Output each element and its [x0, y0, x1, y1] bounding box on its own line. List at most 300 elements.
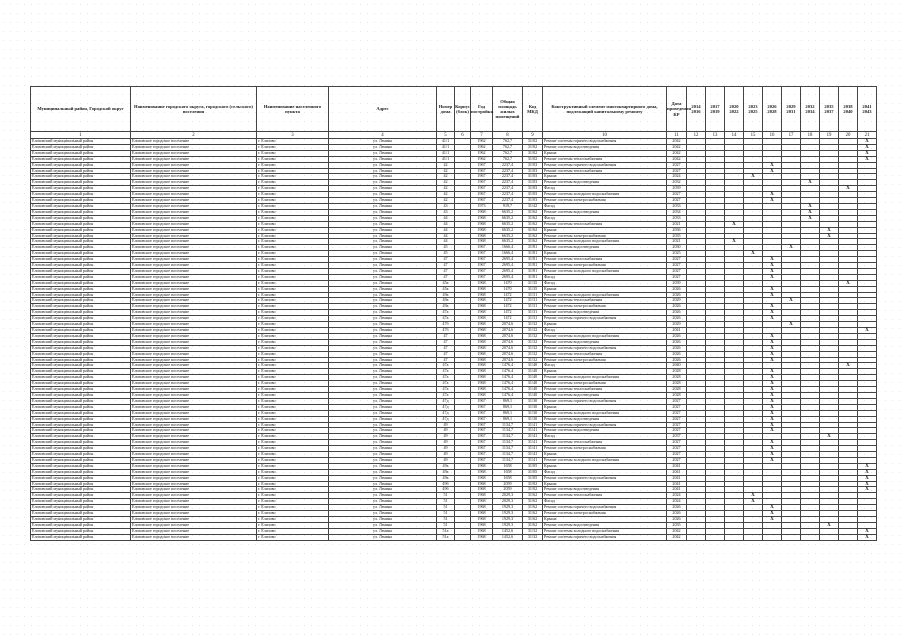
- district-cell: Елизовский муниципальный район: [31, 257, 131, 263]
- build-year-cell: 1968: [471, 375, 493, 381]
- build-year-cell: 1968: [471, 328, 493, 334]
- area-cell: 1452,6: [493, 534, 523, 540]
- repair-date-cell: 2025: [667, 251, 687, 257]
- build-year-cell: 1968: [471, 227, 493, 233]
- locality-cell: г. Елизово: [257, 209, 329, 215]
- district-cell: Елизовский муниципальный район: [31, 198, 131, 204]
- repair-date-cell: 2041: [667, 481, 687, 487]
- build-year-cell: 1962: [471, 144, 493, 150]
- locality-cell: г. Елизово: [257, 298, 329, 304]
- settlement-cell: Елизовское городское поселение: [131, 481, 257, 487]
- element-cell: Ремонт системы водоотведения: [543, 416, 667, 422]
- build-year-cell: 1968: [471, 209, 493, 215]
- address-cell: ул. Ленина: [329, 440, 437, 446]
- address-cell: ул. Ленина: [329, 298, 437, 304]
- house-number-cell: 45: [437, 245, 455, 251]
- mkd-code-cell: 31/41: [523, 428, 543, 434]
- mkd-code-cell: 31/41: [523, 434, 543, 440]
- house-number-cell: 51: [437, 499, 455, 505]
- element-cell: Ремонт системы холодного водоснабжения: [543, 410, 667, 416]
- element-cell: Ремонт системы холодного водоснабжения: [543, 268, 667, 274]
- table-row: [31, 534, 877, 540]
- period-mark-cell: [725, 534, 744, 540]
- element-cell: Ремонт системы теплоснабжения: [543, 156, 667, 162]
- period-mark-cell: X: [839, 280, 858, 286]
- period-mark-cell: X: [858, 469, 877, 475]
- repair-date-cell: 2041: [667, 487, 687, 493]
- area-cell: 2237,4: [493, 168, 523, 174]
- build-year-cell: 1967: [471, 251, 493, 257]
- repair-date-cell: 2039: [667, 186, 687, 192]
- house-number-cell: 42: [437, 186, 455, 192]
- element-cell: Крыша: [543, 251, 667, 257]
- element-cell: Ремонт системы водоотведения: [543, 144, 667, 150]
- period-mark-cell: X: [763, 345, 782, 351]
- address-cell: ул. Ленина: [329, 434, 437, 440]
- repair-date-cell: 2027: [667, 410, 687, 416]
- district-cell: Елизовский муниципальный район: [31, 499, 131, 505]
- area-cell: 2074,6: [493, 351, 523, 357]
- settlement-cell: Елизовское городское поселение: [131, 475, 257, 481]
- element-cell: Крыша: [543, 452, 667, 458]
- period-mark-cell: [782, 534, 801, 540]
- district-cell: Елизовский муниципальный район: [31, 209, 131, 215]
- period-mark-cell: [801, 534, 820, 540]
- period-mark-cell: X: [744, 174, 763, 180]
- build-year-cell: 1967: [471, 257, 493, 263]
- column-header: 2032 2034: [801, 87, 820, 132]
- period-mark-cell: X: [763, 333, 782, 339]
- area-cell: 1134,7: [493, 440, 523, 446]
- column-header: 2038 2040: [839, 87, 858, 132]
- mkd-code-cell: 31/05: [523, 463, 543, 469]
- locality-cell: г. Елизово: [257, 263, 329, 269]
- address-cell: ул. Ленина: [329, 416, 437, 422]
- house-number-cell: 49а: [437, 298, 455, 304]
- repair-date-cell: 2028: [667, 369, 687, 375]
- column-header: Код МКД: [523, 87, 543, 132]
- locality-cell: г. Елизово: [257, 351, 329, 357]
- build-year-cell: 1968: [471, 475, 493, 481]
- district-cell: Елизовский муниципальный район: [31, 139, 131, 145]
- column-number: 12: [687, 132, 706, 139]
- address-cell: ул. Ленина: [329, 522, 437, 528]
- area-cell: 1472: [493, 310, 523, 316]
- locality-cell: г. Елизово: [257, 239, 329, 245]
- area-cell: 762,7: [493, 156, 523, 162]
- settlement-cell: Елизовское городское поселение: [131, 209, 257, 215]
- build-year-cell: 1968: [471, 493, 493, 499]
- mkd-code-cell: 31/41: [523, 446, 543, 452]
- locality-cell: г. Елизово: [257, 150, 329, 156]
- house-number-cell: 47д: [437, 398, 455, 404]
- house-number-cell: 42: [437, 192, 455, 198]
- settlement-cell: Елизовское городское поселение: [131, 245, 257, 251]
- mkd-code-cell: 31/02: [523, 144, 543, 150]
- period-mark-cell: X: [763, 505, 782, 511]
- locality-cell: г. Елизово: [257, 375, 329, 381]
- repair-date-cell: 2030: [667, 245, 687, 251]
- address-cell: ул. Ленина: [329, 280, 437, 286]
- mkd-code-cell: 31/40: [523, 375, 543, 381]
- column-number: 1: [31, 132, 131, 139]
- address-cell: ул. Ленина: [329, 375, 437, 381]
- period-mark-cell: X: [763, 398, 782, 404]
- area-cell: 1134,7: [493, 446, 523, 452]
- element-cell: Ремонт системы горячего водоснабжения: [543, 316, 667, 322]
- mkd-code-cell: 31/62: [523, 493, 543, 499]
- locality-cell: г. Елизово: [257, 392, 329, 398]
- area-cell: 1134,7: [493, 422, 523, 428]
- address-cell: ул. Ленина: [329, 422, 437, 428]
- repair-date-cell: 2033: [667, 203, 687, 209]
- build-year-cell: 1967: [471, 198, 493, 204]
- element-cell: Фасад: [543, 499, 667, 505]
- period-mark-cell: X: [801, 203, 820, 209]
- element-cell: Ремонт системы водоотведения: [543, 209, 667, 215]
- locality-cell: г. Елизово: [257, 363, 329, 369]
- area-cell: 869,1: [493, 404, 523, 410]
- period-mark-cell: X: [839, 363, 858, 369]
- locality-cell: г. Елизово: [257, 440, 329, 446]
- column-number: 4: [329, 132, 437, 139]
- locality-cell: г. Елизово: [257, 398, 329, 404]
- repair-date-cell: 2041: [667, 328, 687, 334]
- address-cell: ул. Ленина: [329, 511, 437, 517]
- locality-cell: г. Елизово: [257, 428, 329, 434]
- element-cell: Ремонт системы водоотведения: [543, 522, 667, 528]
- settlement-cell: Елизовское городское поселение: [131, 198, 257, 204]
- house-number-cell: 47а: [437, 375, 455, 381]
- district-cell: Елизовский муниципальный район: [31, 351, 131, 357]
- district-cell: Елизовский муниципальный район: [31, 381, 131, 387]
- address-cell: ул. Ленина: [329, 257, 437, 263]
- area-cell: 1929,3: [493, 505, 523, 511]
- column-header: Номер дома: [437, 87, 455, 132]
- address-cell: ул. Ленина: [329, 404, 437, 410]
- element-cell: Ремонт системы электроснабжения: [543, 304, 667, 310]
- mkd-code-cell: 31/05: [523, 475, 543, 481]
- house-number-cell: 47а: [437, 381, 455, 387]
- area-cell: 2237,4: [493, 162, 523, 168]
- build-year-cell: 1968: [471, 505, 493, 511]
- house-number-cell: 51: [437, 511, 455, 517]
- repair-date-cell: 2026: [667, 351, 687, 357]
- period-mark-cell: X: [763, 422, 782, 428]
- mkd-code-cell: 31/62: [523, 209, 543, 215]
- locality-cell: г. Елизово: [257, 493, 329, 499]
- repair-date-cell: 2039: [667, 280, 687, 286]
- period-mark-cell: X: [820, 434, 839, 440]
- locality-cell: г. Елизово: [257, 316, 329, 322]
- period-mark-cell: X: [858, 150, 877, 156]
- locality-cell: г. Елизово: [257, 434, 329, 440]
- repair-date-cell: 2026: [667, 292, 687, 298]
- house-number-cell: 47д: [437, 410, 455, 416]
- repair-date-cell: 2027: [667, 404, 687, 410]
- area-cell: 1929,3: [493, 522, 523, 528]
- settlement-cell: Елизовское городское поселение: [131, 422, 257, 428]
- district-cell: Елизовский муниципальный район: [31, 221, 131, 227]
- build-year-cell: 1968: [471, 280, 493, 286]
- house-number-cell: 49: [437, 452, 455, 458]
- mkd-code-cell: 31/40: [523, 392, 543, 398]
- district-cell: Елизовский муниципальный район: [31, 251, 131, 257]
- repair-date-cell: 2028: [667, 387, 687, 393]
- house-number-cell: 49: [437, 422, 455, 428]
- period-mark-cell: [706, 534, 725, 540]
- area-cell: 6635,2: [493, 233, 523, 239]
- locality-cell: г. Елизово: [257, 404, 329, 410]
- repair-date-cell: 2026: [667, 339, 687, 345]
- address-cell: ул. Ленина: [329, 233, 437, 239]
- area-cell: 1472: [493, 292, 523, 298]
- mkd-code-cell: 31/32: [523, 333, 543, 339]
- settlement-cell: Елизовское городское поселение: [131, 387, 257, 393]
- repair-date-cell: 2042: [667, 144, 687, 150]
- address-cell: ул. Ленина: [329, 168, 437, 174]
- house-number-cell: 47а: [437, 316, 455, 322]
- mkd-code-cell: 31/03: [523, 162, 543, 168]
- element-cell: Фасад: [543, 469, 667, 475]
- period-mark-cell: X: [763, 268, 782, 274]
- repair-date-cell: 2041: [667, 475, 687, 481]
- house-number-cell: 49б: [437, 481, 455, 487]
- address-cell: ул. Ленина: [329, 316, 437, 322]
- locality-cell: г. Елизово: [257, 233, 329, 239]
- element-cell: Ремонт системы теплоснабжения: [543, 387, 667, 393]
- period-mark-cell: X: [801, 180, 820, 186]
- settlement-cell: Елизовское городское поселение: [131, 174, 257, 180]
- period-mark-cell: X: [763, 162, 782, 168]
- block-cell: [455, 534, 471, 540]
- area-cell: 1666,4: [493, 245, 523, 251]
- address-cell: ул. Ленина: [329, 192, 437, 198]
- mkd-code-cell: 31/40: [523, 387, 543, 393]
- house-number-cell: 42: [437, 168, 455, 174]
- build-year-cell: 1968: [471, 469, 493, 475]
- mkd-code-cell: 31/42: [523, 203, 543, 209]
- address-cell: ул. Ленина: [329, 410, 437, 416]
- locality-cell: г. Елизово: [257, 369, 329, 375]
- settlement-cell: Елизовское городское поселение: [131, 156, 257, 162]
- repair-date-cell: 2027: [667, 452, 687, 458]
- area-cell: 1134,7: [493, 457, 523, 463]
- element-cell: Крыша: [543, 174, 667, 180]
- settlement-cell: Елизовское городское поселение: [131, 310, 257, 316]
- house-number-cell: 44: [437, 227, 455, 233]
- locality-cell: г. Елизово: [257, 257, 329, 263]
- repair-date-cell: 2027: [667, 162, 687, 168]
- settlement-cell: Елизовское городское поселение: [131, 251, 257, 257]
- mkd-code-cell: 31/03: [523, 174, 543, 180]
- element-cell: Ремонт системы холодного водоснабжения: [543, 192, 667, 198]
- settlement-cell: Елизовское городское поселение: [131, 298, 257, 304]
- area-cell: 1134,7: [493, 434, 523, 440]
- house-number-cell: 47: [437, 357, 455, 363]
- area-cell: 2029,3: [493, 493, 523, 499]
- repair-date-cell: 2035: [667, 233, 687, 239]
- build-year-cell: 1968: [471, 522, 493, 528]
- period-mark-cell: X: [763, 457, 782, 463]
- house-number-cell: 47а: [437, 387, 455, 393]
- repair-date-cell: 2027: [667, 440, 687, 446]
- area-cell: 1134,7: [493, 452, 523, 458]
- period-mark-cell: X: [763, 351, 782, 357]
- repair-date-cell: 2027: [667, 168, 687, 174]
- mkd-code-cell: 31/40: [523, 363, 543, 369]
- element-cell: Ремонт системы холодного водоснабжения: [543, 239, 667, 245]
- settlement-cell: Елизовское городское поселение: [131, 215, 257, 221]
- locality-cell: г. Елизово: [257, 245, 329, 251]
- settlement-cell: Елизовское городское поселение: [131, 440, 257, 446]
- mkd-code-cell: 31/30: [523, 416, 543, 422]
- area-cell: 1476,4: [493, 369, 523, 375]
- house-number-cell: 42: [437, 180, 455, 186]
- settlement-cell: Елизовское городское поселение: [131, 416, 257, 422]
- repair-date-cell: 2024: [667, 499, 687, 505]
- repair-date-cell: 2026: [667, 333, 687, 339]
- element-cell: Ремонт системы электроснабжения: [543, 198, 667, 204]
- area-cell: 1476,4: [493, 375, 523, 381]
- address-cell: ул. Ленина: [329, 239, 437, 245]
- repair-date-cell: 2027: [667, 422, 687, 428]
- build-year-cell: 1967: [471, 452, 493, 458]
- address-cell: ул. Ленина: [329, 357, 437, 363]
- locality-cell: г. Елизово: [257, 139, 329, 145]
- settlement-cell: Елизовское городское поселение: [131, 534, 257, 540]
- settlement-cell: Елизовское городское поселение: [131, 375, 257, 381]
- build-year-cell: 1967: [471, 245, 493, 251]
- element-cell: Ремонт системы горячего водоснабжения: [543, 398, 667, 404]
- district-cell: Елизовский муниципальный район: [31, 322, 131, 328]
- mkd-code-cell: 31/31: [523, 304, 543, 310]
- period-mark-cell: [820, 534, 839, 540]
- locality-cell: г. Елизово: [257, 192, 329, 198]
- repair-date-cell: 2026: [667, 357, 687, 363]
- build-year-cell: 1968: [471, 322, 493, 328]
- address-cell: ул. Ленина: [329, 493, 437, 499]
- repair-date-cell: 2041: [667, 463, 687, 469]
- area-cell: 1476,4: [493, 363, 523, 369]
- repair-date-cell: 2021: [667, 239, 687, 245]
- mkd-code-cell: 31/30: [523, 404, 543, 410]
- settlement-cell: Елизовское городское поселение: [131, 162, 257, 168]
- address-cell: ул. Ленина: [329, 328, 437, 334]
- district-cell: Елизовский муниципальный район: [31, 192, 131, 198]
- district-cell: Елизовский муниципальный район: [31, 457, 131, 463]
- repair-date-cell: 2033: [667, 215, 687, 221]
- house-number-cell: 47б: [437, 328, 455, 334]
- locality-cell: г. Елизово: [257, 339, 329, 345]
- area-cell: 869,1: [493, 416, 523, 422]
- settlement-cell: Елизовское городское поселение: [131, 239, 257, 245]
- element-cell: Фасад: [543, 434, 667, 440]
- area-cell: 2059: [493, 487, 523, 493]
- build-year-cell: 1967: [471, 428, 493, 434]
- district-cell: Елизовский муниципальный район: [31, 180, 131, 186]
- district-cell: Елизовский муниципальный район: [31, 434, 131, 440]
- house-number-cell: 47а: [437, 310, 455, 316]
- element-cell: Ремонт системы горячего водоснабжения: [543, 162, 667, 168]
- column-header: 2026 2028: [763, 87, 782, 132]
- locality-cell: г. Елизово: [257, 268, 329, 274]
- build-year-cell: 1967: [471, 422, 493, 428]
- mkd-code-cell: 31/62: [523, 511, 543, 517]
- period-mark-cell: X: [858, 139, 877, 145]
- build-year-cell: 1968: [471, 528, 493, 534]
- mkd-code-cell: 31/02: [523, 481, 543, 487]
- settlement-cell: Елизовское городское поселение: [131, 452, 257, 458]
- element-cell: Ремонт системы электроснабжения: [543, 381, 667, 387]
- area-cell: 2074,6: [493, 333, 523, 339]
- house-number-cell: 47д: [437, 404, 455, 410]
- locality-cell: г. Елизово: [257, 144, 329, 150]
- mkd-code-cell: 31/35: [523, 280, 543, 286]
- area-cell: 1666,4: [493, 251, 523, 257]
- mkd-code-cell: 31/41: [523, 440, 543, 446]
- period-mark-cell: X: [801, 215, 820, 221]
- area-cell: 6635,2: [493, 221, 523, 227]
- district-cell: Елизовский муниципальный район: [31, 392, 131, 398]
- element-cell: Ремонт системы теплоснабжения: [543, 257, 667, 263]
- build-year-cell: 1968: [471, 357, 493, 363]
- period-mark-cell: X: [744, 251, 763, 257]
- column-number: 6: [455, 132, 471, 139]
- mkd-code-cell: 31/32: [523, 357, 543, 363]
- locality-cell: г. Елизово: [257, 505, 329, 511]
- build-year-cell: 1968: [471, 381, 493, 387]
- house-number-cell: 51: [437, 517, 455, 523]
- house-number-cell: 49: [437, 440, 455, 446]
- area-cell: 2695,4: [493, 268, 523, 274]
- locality-cell: г. Елизово: [257, 528, 329, 534]
- house-number-cell: 45: [437, 251, 455, 257]
- column-number: 8: [493, 132, 523, 139]
- column-number: 19: [820, 132, 839, 139]
- locality-cell: г. Елизово: [257, 174, 329, 180]
- repair-date-cell: 2028: [667, 381, 687, 387]
- settlement-cell: Елизовское городское поселение: [131, 410, 257, 416]
- settlement-cell: Елизовское городское поселение: [131, 392, 257, 398]
- house-number-cell: 47а: [437, 369, 455, 375]
- period-mark-cell: X: [725, 221, 744, 227]
- district-cell: Елизовский муниципальный район: [31, 186, 131, 192]
- mkd-code-cell: 31/02: [523, 150, 543, 156]
- period-mark-cell: X: [820, 227, 839, 233]
- house-number-cell: 49а: [437, 475, 455, 481]
- area-cell: 1476,4: [493, 392, 523, 398]
- locality-cell: г. Елизово: [257, 481, 329, 487]
- mkd-code-cell: 31/62: [523, 499, 543, 505]
- locality-cell: г. Елизово: [257, 162, 329, 168]
- element-cell: Крыша: [543, 517, 667, 523]
- district-cell: Елизовский муниципальный район: [31, 487, 131, 493]
- build-year-cell: 1968: [471, 345, 493, 351]
- build-year-cell: 1967: [471, 416, 493, 422]
- area-cell: 1929,3: [493, 517, 523, 523]
- period-mark-cell: X: [782, 245, 801, 251]
- column-number: 17: [782, 132, 801, 139]
- period-mark-cell: X: [763, 452, 782, 458]
- house-number-cell: 49а: [437, 292, 455, 298]
- build-year-cell: 1968: [471, 463, 493, 469]
- column-header: Наименование населенного пункта: [257, 87, 329, 132]
- build-year-cell: 1967: [471, 410, 493, 416]
- house-number-cell: 47б: [437, 322, 455, 328]
- column-number: 21: [858, 132, 877, 139]
- build-year-cell: 1968: [471, 298, 493, 304]
